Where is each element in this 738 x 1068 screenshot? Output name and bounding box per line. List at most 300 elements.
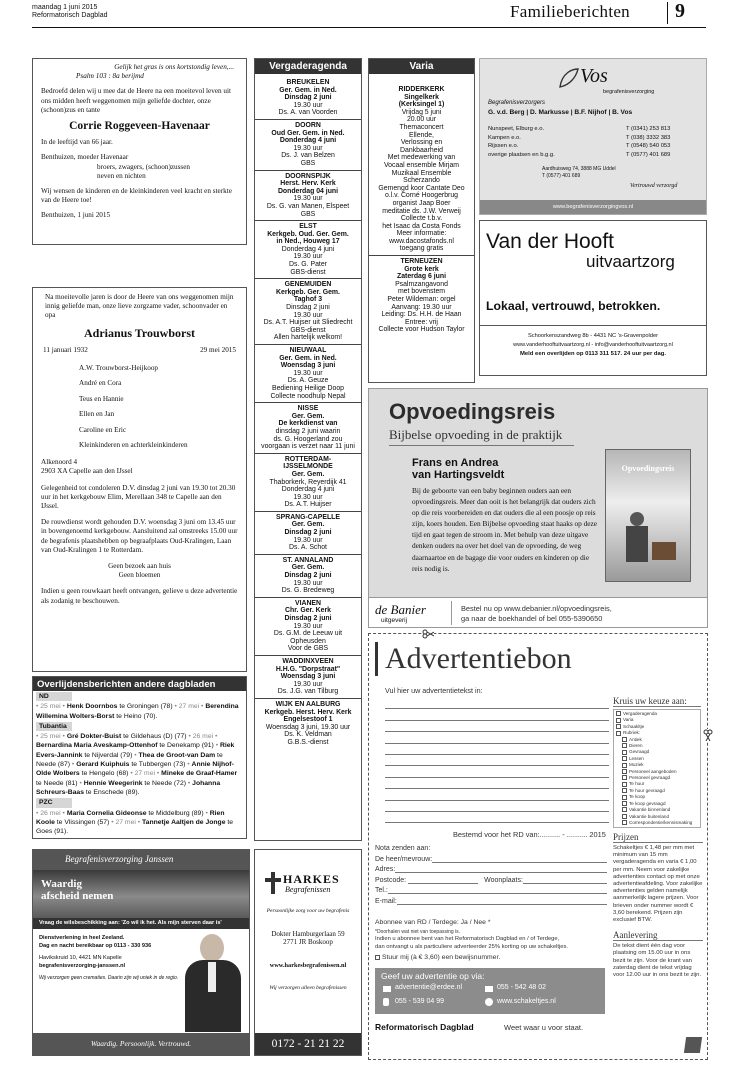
postcode-line[interactable]: [408, 876, 478, 884]
varia-divider: [369, 255, 474, 256]
varia-line: Gemengd koor Cantate Deo: [378, 184, 465, 192]
bon-stuur-row[interactable]: [375, 954, 500, 961]
entry-date: •: [79, 779, 84, 787]
agenda-heading: Woensdag 3 juni: [280, 673, 336, 681]
hooft-addr: Schoorkenszandweg 8b - 4431 NC 's-Gravenpolder: [527, 333, 659, 339]
vanderhooft-ad: [479, 220, 707, 376]
bon-fields: [375, 844, 607, 907]
address-line2: 2903 XA Capelle aan den IJssel: [41, 467, 133, 476]
field-label: Adres:: [375, 866, 396, 873]
deceased-name: Corrie Roggeveen-Havenaar: [69, 120, 210, 133]
vos-contact-row: [488, 134, 694, 143]
agenda-line: Donderdag 4 juni: [281, 245, 335, 253]
ad-text-line[interactable]: [385, 698, 609, 709]
varia-line: Entree: vrij: [405, 318, 438, 326]
field-label: De heer/mevrouw:: [375, 855, 433, 863]
bon-geef: Geef uw advertentie op via:: [381, 971, 485, 981]
janssen-slogan1: Waardig: [41, 878, 82, 890]
form-row[interactable]: [375, 865, 607, 876]
field-nota: Nota zenden aan:: [375, 845, 431, 852]
janssen-line4[interactable]: begrafenisverzorging-janssen.nl: [39, 963, 126, 969]
agenda-divider: [255, 402, 361, 403]
vos-url[interactable]: www.begrafenisverzorgingvos.nl: [480, 200, 706, 214]
harkes-note: Wij verzorgen alleen begrafenissen: [269, 985, 347, 991]
varia-heading: Zaterdag 6 juni: [396, 273, 446, 281]
entry-place: te Tubbergen (73): [129, 761, 188, 769]
agenda-line: Ds. A.T. Huijser uit Sliedrecht: [263, 319, 353, 327]
harkes-sub: Begrafenissen: [285, 885, 331, 894]
leaf-icon: [558, 67, 580, 89]
field-line[interactable]: [395, 865, 607, 873]
vergaderagenda-list: [255, 74, 361, 747]
agenda-line: Opheusden: [290, 637, 326, 645]
kruis-label: Varia: [623, 717, 634, 723]
kruis-checkbox[interactable]: [622, 788, 627, 793]
hooft-slogan: Lokaal, vertrouwd, betrokken.: [486, 299, 661, 313]
bon-web[interactable]: www.schakeltjes.nl: [497, 998, 556, 1005]
varia-line: Scherzando: [403, 177, 440, 185]
closing-text: Indien u geen rouwkaart heeft ontvangen, gelieve u deze advertentie als zodanig te beschouwen.: [41, 587, 238, 605]
kruis-list: [613, 709, 701, 828]
bon-tel: 055 - 539 04 99: [395, 998, 445, 1005]
agenda-line: Ds. G. Bredeweg: [281, 587, 335, 595]
banier-logo-sub: uitgeverij: [381, 617, 408, 624]
ad-text-line[interactable]: [385, 744, 609, 755]
vos-contact-row: [488, 125, 694, 134]
agenda-line: Dinsdag 2 juni: [286, 304, 330, 312]
entry-date: •: [187, 779, 193, 787]
kruis-checkbox[interactable]: [622, 769, 627, 774]
stuur-checkbox[interactable]: [375, 955, 380, 960]
agenda-line: 19.30 uur: [293, 144, 323, 152]
entry-date: • 26 mei •: [188, 733, 218, 741]
no-flowers: Geen bloemen: [118, 571, 161, 580]
varia-line: Met medewerking van: [387, 154, 456, 162]
entry-date: • 26 mei •: [36, 809, 67, 817]
place-date: Benthuizen, 1 juni 2015: [41, 211, 111, 220]
agenda-heading: IJSSELMONDE: [283, 463, 333, 471]
form-row[interactable]: [375, 897, 607, 908]
agenda-line: 19.30 uur: [293, 680, 323, 688]
hooft-meld: Meld een overlijden op 0113 311 517. 24 uur per dag.: [519, 351, 667, 357]
varia-line: Meer informatie:: [396, 230, 447, 238]
entry-date: •: [215, 742, 220, 750]
bon-note3: dan ontvangt u als particuliere adverteerder 25% korting op uw schakeltjes.: [375, 944, 569, 950]
agenda-line: Woensdag 3 juni, 19.30 uur: [265, 723, 351, 731]
vos-phone: T (038) 3332 383: [626, 134, 671, 141]
agenda-line: Bediening Heilige Doop: [271, 384, 345, 392]
kruis-checkbox[interactable]: [622, 756, 627, 761]
vos-phone: T (0341) 253 813: [626, 126, 671, 132]
kruis-checkbox[interactable]: [622, 807, 627, 812]
agenda-line: Ds. J.G. van Tilburg: [277, 688, 339, 696]
overlijdens-body: [33, 691, 246, 836]
agenda-heading: H.H.G. "Dorpstraat": [275, 665, 341, 673]
entry-place: te Groningen (78): [117, 703, 175, 711]
agenda-item: [255, 281, 361, 342]
kruis-label: Vergaderagenda: [623, 711, 657, 716]
entry-name: Mineke de Graaf-Hamer: [161, 770, 238, 778]
family-member: André en Cora: [79, 379, 122, 388]
harkes-name: HARKES: [283, 872, 340, 886]
varia-list: [369, 74, 474, 334]
scissors-icon: [422, 629, 434, 639]
agenda-line: dinsdag 2 juni waarin: [275, 427, 341, 435]
prijzen-title: Prijzen: [613, 832, 703, 843]
bon-stuur: Stuur mij (à € 3,60) een bewijsnummer.: [382, 954, 501, 961]
agenda-heading: ROTTERDAM-: [284, 455, 332, 463]
agenda-line: Voor de GBS: [287, 645, 329, 653]
agenda-line: Donderdag 4 juni: [281, 486, 335, 494]
ad-text-line[interactable]: [385, 721, 609, 732]
varia-line: organist Jaap Boer: [392, 199, 451, 207]
agenda-heading: Ger. Gem. in Ned.: [279, 354, 337, 362]
family-member: Teus en Hannie: [79, 394, 124, 403]
vergaderagenda-column: [254, 58, 362, 841]
bon-title: Advertentiebon: [385, 642, 572, 675]
kruis-box: [613, 696, 701, 828]
vos-phone: T (0548) 540 053: [626, 143, 671, 149]
agenda-line: 19.30 uur: [293, 493, 323, 501]
intro-text: Na moeitevolle jaren is door de Heere van ons weggenomen mijn innig geliefde man, onze lieve zorgzame vader, schoonvader en opa: [45, 293, 234, 320]
harkes-phone: 0172 - 21 21 22: [255, 1033, 361, 1055]
signer-line3: neven en nichten: [97, 171, 146, 180]
kruis-label: Lessen: [629, 755, 644, 761]
janssen-line2: Dag en nacht bereikbaar op 0113 - 330 936: [39, 943, 152, 949]
kruis-label: Vakantie binnenland: [629, 807, 671, 813]
banier-subtitle: Bijbelse opvoeding in de praktijk: [389, 427, 563, 442]
vos-names-label: Begrafenisverzorgers: [488, 100, 546, 106]
agenda-item: [255, 600, 361, 653]
banier-order2: ga naar de boekhandel of bel 055-5390650: [461, 614, 603, 623]
kruis-label: Schaakltje: [623, 723, 645, 729]
book-cover: [605, 449, 691, 582]
varia-line: Leiding: Ds. H.H. de Haan: [381, 311, 462, 319]
ad-text-line[interactable]: [385, 801, 609, 812]
agenda-heading: Ger. Gem. in Ned.: [279, 86, 337, 94]
agenda-heading: VIANEN: [294, 599, 322, 607]
bon-intro: Vul hier uw advertentietekst in:: [385, 686, 483, 695]
varia-line: toegang gratis: [399, 245, 444, 253]
banier-authors1: Frans en Andrea: [412, 457, 499, 469]
varia-heading: Singelkerk: [404, 93, 439, 101]
kruis-label: Te koop gevraagd: [629, 800, 666, 806]
agenda-divider: [255, 344, 361, 345]
agenda-line: GBS: [300, 159, 316, 167]
entry-place: te Middelburg (89): [146, 809, 206, 817]
agenda-heading: BREUKELEN: [286, 79, 330, 86]
kruis-label: Te huur: [629, 781, 645, 787]
janssen-header: Begrafenisverzorging Janssen: [33, 850, 249, 870]
agenda-line: 19.30 uur: [293, 622, 323, 630]
overlijdens-box: [32, 676, 247, 839]
janssen-portrait: [183, 930, 243, 1032]
kruis-label: Te koop: [629, 794, 646, 800]
banier-title: Opvoedingsreis: [389, 399, 556, 424]
cross-icon: [265, 872, 281, 894]
varia-line: Aanvang: 19.30 uur: [391, 303, 452, 311]
agenda-line: 19.30 uur: [293, 311, 323, 319]
agenda-line: Collecte noodhulp Nepal: [270, 392, 346, 400]
aanlevering-title: Aanlevering: [613, 930, 703, 941]
kruis-checkbox[interactable]: [622, 814, 627, 819]
kruis-label: Dieren: [629, 743, 643, 749]
kruis-checkbox[interactable]: [622, 820, 627, 825]
entry-place: te Neede (81): [36, 779, 80, 787]
entry-date: •: [134, 751, 139, 759]
source-tag: PZC: [36, 798, 72, 807]
kruis-checkbox[interactable]: [622, 795, 627, 800]
ad-text-line[interactable]: [385, 778, 609, 789]
agenda-divider: [255, 170, 361, 171]
vos-contacts: [488, 125, 694, 159]
form-row[interactable]: [375, 855, 607, 866]
kruis-checkbox[interactable]: [616, 731, 621, 736]
bon-note2: Indien u abonnee bent van het Reformatorisch Dagblad en / of Terdege,: [375, 936, 560, 942]
agenda-item: [255, 122, 361, 168]
hooft-rule: [480, 325, 706, 326]
kruis-checkbox[interactable]: [622, 775, 627, 780]
varia-heading: TERNEUZEN: [400, 258, 443, 266]
entry-place: te Denekamp (91): [157, 742, 216, 750]
aanlevering-text: De tekst dient één dag voor plaatsing om 15.00 uur in ons bezit te zijn. Voor de krant van zaterdag dient de tekst vrijdag voor 12.00 uur in ons bezit te zijn.: [613, 943, 702, 979]
agenda-line: Ds. K. Veldman: [284, 731, 332, 739]
kruis-checkbox[interactable]: [622, 801, 627, 806]
harkes-addr1: Dokter Hamburgerlaan 59: [271, 930, 345, 938]
bon-accent: [375, 642, 378, 676]
varia-line: Vrijdag 5 juni: [401, 108, 442, 116]
advertentiebon: [368, 633, 708, 1060]
agenda-line: Ds. G. Pater: [289, 261, 327, 269]
harkes-url[interactable]: www.harkesbegrafenissen.nl: [269, 962, 347, 969]
agenda-heading: Ger. Gem.: [291, 470, 325, 478]
agenda-line: 19.30 uur: [293, 253, 323, 261]
kruis-checkbox[interactable]: [622, 750, 627, 755]
agenda-line: G.B.S.-dienst: [287, 738, 329, 746]
ad-text-line[interactable]: [385, 709, 609, 720]
entry-name: Maria Cornelia Gideonse: [66, 809, 147, 817]
agenda-heading: Donderdag 04 juni: [277, 187, 339, 195]
kruis-checkbox[interactable]: [616, 718, 621, 723]
agenda-heading: Dinsdag 2 juni: [284, 94, 332, 102]
vos-name: Vos: [580, 65, 608, 87]
banier-order1[interactable]: Bestel nu op www.debanier.nl/opvoedingsreis,: [461, 604, 612, 613]
ad-text-line[interactable]: [385, 812, 609, 823]
kruis-label: Muziek: [629, 762, 644, 768]
woonplaats-line[interactable]: [523, 876, 607, 884]
vos-region: overige plaatsen en b.g.g.: [488, 151, 555, 158]
agenda-heading: Chr. Ger. Kerk: [285, 607, 331, 615]
harkes-addr2: 2771 JR Boskoop: [283, 938, 333, 946]
agenda-divider: [255, 119, 361, 120]
varia-title: Varia: [369, 59, 474, 74]
vos-contact-row: [488, 142, 694, 151]
corner-icon: [684, 1037, 702, 1053]
agenda-heading: WIJK EN AALBURG: [275, 700, 341, 708]
agenda-line: 19.30 uur: [293, 101, 323, 109]
kruis-checkbox[interactable]: [616, 724, 621, 729]
entry-name: Henk Doornbos: [66, 703, 118, 711]
kruis-title: Kruis uw keuze aan:: [613, 696, 701, 707]
entry-place: te Neede (72): [142, 779, 188, 787]
agenda-heading: Ger. Gem.: [291, 521, 325, 529]
page-number: 9: [675, 0, 685, 22]
janssen-slogan2: afscheid nemen: [41, 890, 114, 902]
agenda-heading: in Ned., Houweg 17: [276, 238, 340, 246]
entry-date: •: [205, 809, 210, 817]
kruis-label: Antiek: [629, 736, 642, 742]
hooft-web[interactable]: www.vanderhooftuitvaartzorg.nl - info@vanderhooftuitvaartzorg.nl: [513, 342, 673, 348]
bon-contact-box: [375, 968, 605, 1014]
vos-region: Kampen e.o.: [488, 134, 521, 141]
varia-line: Peter Wildeman: orgel: [387, 296, 456, 304]
varia-line: Psalmzangavond: [395, 280, 448, 288]
condolence-text: Gelegenheid tot condoleren D.V. dinsdag 2 juni van 19.30 tot 20.30 uur in het kerkgebouw Elim, Merellaan 348 te Capelle aan den IJssel.: [41, 483, 236, 510]
banier-authors: [412, 457, 504, 481]
varia-item: [369, 258, 474, 334]
vos-logo: [558, 65, 628, 91]
entry-place: te Goes (91).: [36, 818, 234, 836]
janssen-info: [39, 934, 179, 982]
agenda-divider: [255, 278, 361, 279]
agenda-heading: Dinsdag 2 juni: [284, 529, 332, 537]
agenda-line: Ds. A. van Voorden: [278, 109, 338, 117]
header-divider: [667, 2, 668, 24]
agenda-item: [255, 405, 361, 451]
agenda-divider: [255, 554, 361, 555]
obituary-entries: [36, 732, 243, 797]
varia-line: Verlossing en: [400, 139, 443, 147]
janssen-photo: [33, 870, 249, 918]
funeral-text: De rouwdienst wordt gehouden D.V. woensdag 3 juni om 13.45 uur in bovengenoemd kerkgebouw. Aansluitend zal omstreeks 15.00 uur de begrafenis plaatshebben op begraafplaats Oud-Kralingen, Laan van Oud-Kralingen 1 te Rotterdam.: [41, 518, 238, 554]
agenda-heading: ST. ANNALAND: [282, 556, 334, 564]
janssen-ad: [32, 849, 250, 1056]
entry-name: Tannetje Aaltjen de Jonge: [142, 818, 226, 826]
scissors-icon-side: [703, 729, 713, 741]
kruis-label: Vakantie buitenland: [629, 813, 670, 819]
text-lines[interactable]: [385, 698, 609, 823]
agenda-heading: Herst. Herv. Kerk: [280, 180, 336, 188]
entry-date: •: [187, 761, 192, 769]
varia-line: o.l.v. Corné Hoogerbrug: [384, 192, 459, 200]
agenda-item: [255, 456, 361, 509]
source-tag: Tubantia: [36, 722, 72, 731]
agenda-item: [255, 557, 361, 595]
bon-abonnee: Abonnee van RD / Terdege: Ja / Nee *: [375, 919, 491, 926]
kruis-checkbox[interactable]: [622, 737, 627, 742]
obituary-entries: [36, 809, 243, 837]
agenda-line: 19.30 uur: [293, 579, 323, 587]
obituary-entries: [36, 702, 243, 721]
ad-text-line[interactable]: [385, 766, 609, 777]
varia-line: Collecte voor Hudson Taylor: [378, 326, 465, 334]
agenda-heading: NIEUWAAL: [289, 347, 327, 354]
harkes-ad: [254, 849, 362, 1056]
janssen-line3: Havikskruid 10, 4421 MN Kapelle: [39, 955, 122, 961]
agenda-line: 19.30 uur: [293, 536, 323, 544]
kruis-option[interactable]: [616, 820, 698, 826]
vos-signature: Vertrouwd verzorgd: [630, 183, 678, 189]
vos-phone: T (0577) 401 689: [626, 151, 671, 158]
family-member: A.W. Trouwborst-Heijkoop: [79, 364, 159, 373]
vergaderagenda-title: Vergaderagenda: [255, 59, 361, 74]
vos-addr1: Aardhuisweg 74, 3888 MG Uddel: [542, 166, 616, 172]
field-line[interactable]: [397, 897, 607, 905]
agenda-line: Ds. A.T. Huijser: [284, 501, 332, 509]
agenda-heading: Kerkgeb. Oud. Ger. Gem.: [267, 230, 349, 238]
agenda-divider: [255, 220, 361, 221]
ad-text-line[interactable]: [385, 789, 609, 800]
book-cover-title: Opvoedingsreis: [621, 464, 675, 473]
verse-line2: Psalm 103 : 8a berijmd: [76, 72, 144, 81]
agenda-line: Thaborkerk, Reyerdijk 41: [269, 478, 347, 486]
agenda-heading: Engelsestoof 1: [283, 716, 333, 724]
age-text: In de leeftijd van 66 jaar.: [41, 138, 113, 147]
vos-region: Rijssen e.o.: [488, 143, 519, 149]
agenda-item: [255, 514, 361, 552]
field-line[interactable]: [432, 855, 607, 863]
agenda-line: 19.30 uur: [293, 195, 323, 203]
entry-name: Gré Dokter-Buist: [66, 733, 122, 741]
dates-row: [41, 346, 238, 355]
entry-name: Bernardina Maria Aveskamp-Ottenhof: [36, 742, 158, 750]
form-row[interactable]: [375, 886, 607, 897]
entry-name: Berendina Willemina Wolters-Borst: [36, 703, 239, 720]
ad-text-line[interactable]: [385, 732, 609, 743]
entry-date: • 27 mei •: [174, 703, 206, 711]
kruis-checkbox[interactable]: [622, 782, 627, 787]
signer-line2: broers, zwagers, (schoon)zussen: [97, 162, 191, 171]
varia-line: Themaconcert: [399, 123, 444, 131]
agenda-heading: Ger. Gem.: [291, 412, 325, 420]
field-label: Woonplaats:: [484, 876, 523, 884]
varia-column: [368, 58, 475, 383]
vos-region: Nunspeet, Elburg e.o.: [488, 126, 545, 132]
kruis-checkbox[interactable]: [622, 763, 627, 768]
agenda-heading: GENEMUIDEN: [284, 281, 332, 289]
address-line1: Alkenoord 4: [41, 458, 78, 467]
banier-logo: de Banier: [375, 602, 426, 617]
vos-names: G. v.d. Berg | D. Markusse | B.F. Nijhof | B. Vos: [488, 109, 633, 116]
entry-name: Gerard Kuiphuis: [76, 761, 130, 769]
agenda-heading: Woensdag 3 juni: [280, 362, 336, 370]
bon-email[interactable]: advertentie@erdee.nl: [395, 984, 463, 991]
agenda-divider: [255, 453, 361, 454]
field-line[interactable]: [388, 886, 607, 894]
agenda-line: Allen hartelijk welkom!: [273, 334, 343, 342]
kruis-checkbox[interactable]: [616, 711, 621, 716]
kruis-label: Gevraagd: [629, 749, 650, 755]
entry-date: • 25 mei •: [36, 703, 67, 711]
harkes-tagline: Persoonlijke zorg voor uw begrafenis: [266, 908, 350, 914]
kruis-label: Rubriek:: [623, 730, 641, 736]
varia-item: [369, 86, 474, 253]
ad-text-line[interactable]: [385, 755, 609, 766]
agenda-item: [255, 79, 361, 117]
entry-name: Hennie Weegerink: [83, 779, 143, 787]
kruis-checkbox[interactable]: [622, 743, 627, 748]
varia-line: 20.00 uur: [406, 116, 437, 124]
no-visit: Geen bezoek aan huis: [108, 562, 171, 570]
family-list: [41, 364, 238, 450]
agenda-line: Ds. G.M. de Leeuw uit: [273, 630, 343, 638]
entry-date: • 27 mei •: [111, 818, 143, 826]
agenda-heading: NISSE: [297, 405, 319, 413]
agenda-heading: DOORN: [295, 121, 321, 129]
varia-line: Muzikaal Ensemble: [391, 169, 452, 177]
entry-place: te Nijverdal (79): [82, 751, 135, 759]
form-row-postcode[interactable]: [375, 876, 607, 887]
